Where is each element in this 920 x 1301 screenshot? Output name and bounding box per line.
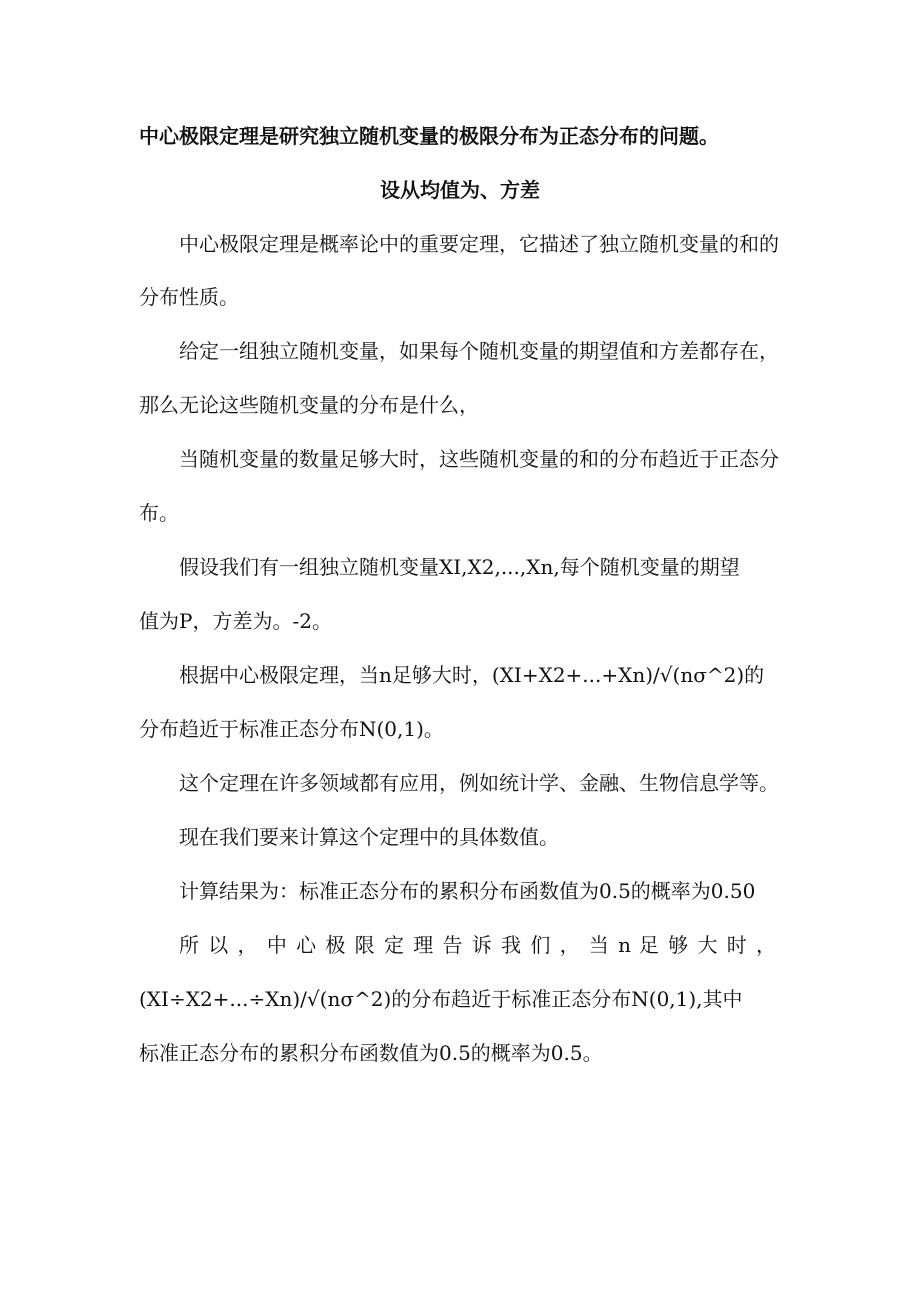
paragraph-line: 标准正态分布的累积分布函数值为0.5的概率为0.5。 bbox=[139, 1041, 603, 1065]
paragraph-line: 计算结果为：标准正态分布的累积分布函数值为0.5的概率为0.50 bbox=[179, 879, 756, 903]
paragraph-line: 现在我们要来计算这个定理中的具体数值。 bbox=[179, 825, 559, 849]
paragraph-line: 值为P，方差为。-2。 bbox=[139, 609, 332, 633]
paragraph-line: 分布性质。 bbox=[139, 285, 239, 309]
paragraph-line: 假设我们有一组独立随机变量XI,X2,...,Xn,每个随机变量的期望 bbox=[179, 555, 740, 579]
paragraph-line: 所 以 ， 中 心 极 限 定 理 告 诉 我 们 ， 当 n 足 够 大 时 ， bbox=[179, 933, 776, 957]
paragraph-line: 布。 bbox=[139, 501, 179, 525]
paragraph-line: 那么无论这些随机变量的分布是什么， bbox=[139, 393, 479, 417]
document-title: 中心极限定理是研究独立随机变量的极限分布为正态分布的问题。 bbox=[139, 124, 719, 148]
document-subtitle: 设从均值为、方差 bbox=[380, 178, 540, 202]
paragraph-line: 给定一组独立随机变量，如果每个随机变量的期望值和方差都存在， bbox=[179, 339, 779, 363]
paragraph-line: (XI÷X2+...÷Xn)/√(nσ^2)的分布趋近于标准正态分布N(0,1),其中 bbox=[139, 987, 743, 1011]
paragraph-line: 中心极限定理是概率论中的重要定理，它描述了独立随机变量的和的 bbox=[179, 232, 779, 256]
paragraph-line: 这个定理在许多领域都有应用，例如统计学、金融、生物信息学等。 bbox=[179, 771, 779, 795]
paragraph-line: 当随机变量的数量足够大时，这些随机变量的和的分布趋近于正态分 bbox=[179, 447, 779, 471]
paragraph-line: 根据中心极限定理，当n足够大时，(XI+X2+...+Xn)/√(nσ^2)的 bbox=[179, 663, 765, 687]
paragraph-line: 分布趋近于标准正态分布N(0,1)。 bbox=[139, 717, 444, 741]
